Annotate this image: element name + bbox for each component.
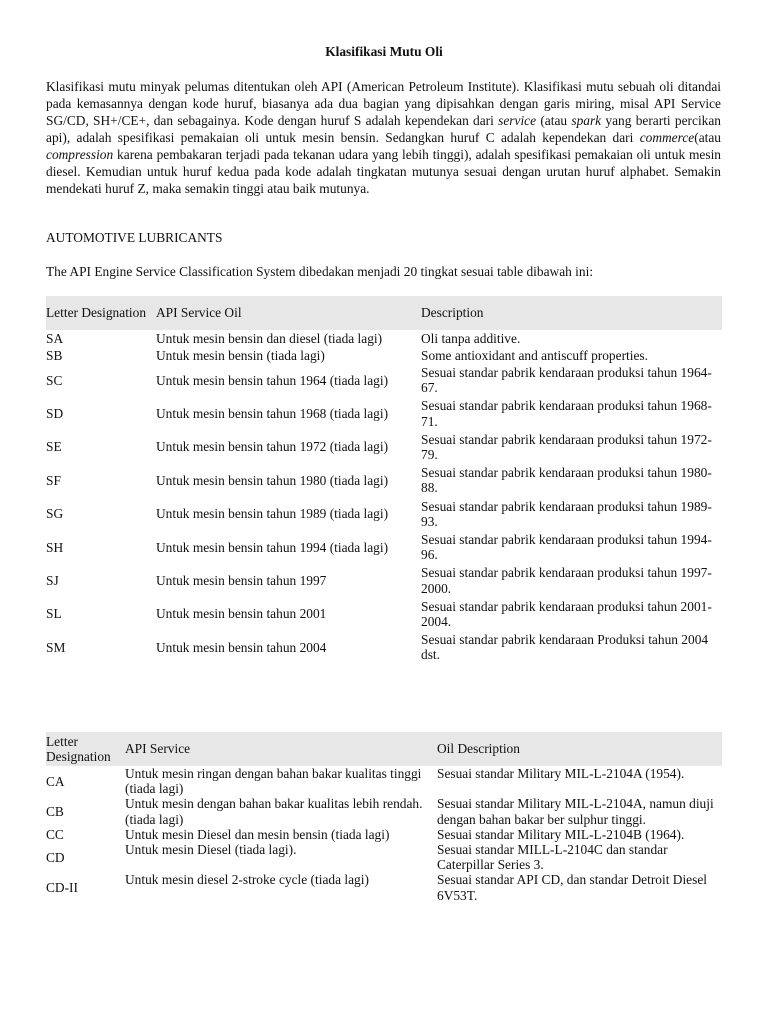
cell-description: Sesuai standar pabrik kendaraan produksi tahun 1964-67. xyxy=(421,365,712,396)
cell-description: Sesuai standar pabrik kendaraan produksi tahun 1968-71. xyxy=(421,398,712,429)
cell-service: Untuk mesin diesel 2-stroke cycle (tiada lagi) xyxy=(125,872,369,888)
table-row xyxy=(46,564,722,597)
table-row xyxy=(46,842,722,872)
header-api-service-oil: API Service Oil xyxy=(156,296,421,330)
section-heading: AUTOMOTIVE LUBRICANTS xyxy=(46,230,223,245)
table-row xyxy=(46,347,722,364)
cell-code: SG xyxy=(46,506,64,522)
cell-description: Sesuai standar pabrik kendaraan produksi tahun 1997-2000. xyxy=(421,565,712,596)
table-row xyxy=(46,364,722,397)
cell-code: CC xyxy=(46,826,64,842)
cell-code: CD xyxy=(46,849,65,865)
cell-service: Untuk mesin bensin (tiada lagi) xyxy=(156,347,325,363)
cell-code: CB xyxy=(46,804,64,819)
cell-code: SD xyxy=(46,406,64,422)
table-row xyxy=(46,796,722,826)
intro-text-4: (atau xyxy=(694,130,721,145)
intro-paragraph xyxy=(46,78,721,197)
intro-text-5: karena pembakaran terjadi pada tekanan udara yang lebih tinggi), adalah spesifikasi pemakaian oli untuk mesin diesel. Kemudian untuk huruf kedua pada kode adalah tingkatan mutunya sesuai dengan urutan huruf alphabet. Semakin mendekati huruf Z, maka semakin tinggi atau baik mutunya. xyxy=(46,147,721,196)
cell-service: Untuk mesin bensin tahun 1972 (tiada lagi) xyxy=(156,439,389,455)
header-oil-description: Oil Description xyxy=(437,732,722,766)
cell-code: SA xyxy=(46,330,64,346)
intro-text-2: (atau xyxy=(536,113,572,128)
cell-description: Sesuai standar pabrik kendaraan produksi tahun 1989-93. xyxy=(421,498,712,529)
cell-description: Some antioxidant and antiscuff properties. xyxy=(421,347,648,363)
cell-description: Oli tanpa additive. xyxy=(421,330,521,346)
diesel-oil-table xyxy=(46,732,722,903)
intro-term-compression: compression xyxy=(46,147,114,162)
intro-text-3: yang berarti percikan api), adalah spesifikasi pemakaian oli untuk mesin bensin. Sedangkan huruf C adalah kependekan dari xyxy=(46,113,721,145)
table-header-row xyxy=(46,296,722,330)
cell-code: SJ xyxy=(46,573,59,589)
table-row xyxy=(46,531,722,564)
cell-service: Untuk mesin bensin tahun 1968 (tiada lagi) xyxy=(156,406,389,422)
cell-service: Untuk mesin bensin tahun 1964 (tiada lagi) xyxy=(156,372,389,388)
cell-service: Untuk mesin bensin dan diesel (tiada lagi) xyxy=(156,330,383,346)
header-letter-designation: Letter Designation xyxy=(46,296,156,330)
cell-service: Untuk mesin dengan bahan bakar kualitas lebih rendah. (tiada lagi) xyxy=(125,796,423,827)
cell-description: Sesuai standar pabrik kendaraan produksi tahun 1980-88. xyxy=(421,465,712,496)
cell-code: SH xyxy=(46,539,64,555)
intro-term-service: service xyxy=(498,113,537,128)
cell-description: Sesuai standar API CD, dan standar Detroit Diesel 6V53T. xyxy=(437,872,707,903)
gasoline-oil-table xyxy=(46,296,722,664)
cell-code: SM xyxy=(46,639,66,655)
table-row xyxy=(46,872,722,902)
cell-code: SC xyxy=(46,372,63,388)
table-row xyxy=(46,464,722,497)
cell-description: Sesuai standar pabrik kendaraan produksi tahun 2001-2004. xyxy=(421,598,712,630)
cell-description: Sesuai standar pabrik kendaraan Produksi tahun 2004 dst. xyxy=(421,632,709,663)
cell-code: SB xyxy=(46,347,63,363)
table-row xyxy=(46,597,722,630)
cell-description: Sesuai standar MILL-L-2104C dan standar Caterpillar Series 3. xyxy=(437,842,668,873)
header-api-service: API Service xyxy=(125,732,437,766)
cell-code: SL xyxy=(46,606,62,622)
table-header-row xyxy=(46,732,722,766)
table-lead-text: The API Engine Service Classification System dibedakan menjadi 20 tingkat sesuai table dibawah ini: xyxy=(46,264,594,279)
table-row xyxy=(46,430,722,463)
cell-service: Untuk mesin bensin tahun 2001 xyxy=(156,606,327,622)
table-row xyxy=(46,497,722,530)
cell-service: Untuk mesin bensin tahun 1989 (tiada lagi) xyxy=(156,506,389,522)
intro-text-1: Klasifikasi mutu minyak pelumas ditentukan oleh API (American Petroleum Institute). Klasifikasi mutu sebuah oli ditandai pada kemasannya dengan kode huruf, biasanya ada dua bagian yang dipisahkan dengan garis miring, misal API Service SG/CD, SH+/CE+, dan sebagainya. Kode dengan huruf S adalah kependekan dari xyxy=(46,79,721,128)
cell-code: CD-II xyxy=(46,880,78,896)
cell-code: CA xyxy=(46,773,65,789)
header-description: Description xyxy=(421,296,722,330)
page-title: Klasifikasi Mutu Oli xyxy=(325,44,443,59)
cell-description: Sesuai standar Military MIL-L-2104B (1964). xyxy=(437,826,685,842)
cell-description: Sesuai standar Military MIL-L-2104A, namun diuji dengan bahan bakar ber sulphur tinggi. xyxy=(437,796,714,827)
table-row xyxy=(46,631,722,664)
cell-service: Untuk mesin bensin tahun 1980 (tiada lagi) xyxy=(156,472,389,488)
header-letter-designation: Letter Designation xyxy=(46,732,125,766)
cell-description: Sesuai standar pabrik kendaraan produksi tahun 1972-79. xyxy=(421,431,712,463)
table-row xyxy=(46,397,722,430)
table-row xyxy=(46,330,722,347)
intro-term-commerce: commerce xyxy=(639,130,695,145)
cell-service: Untuk mesin bensin tahun 1997 xyxy=(156,573,327,589)
cell-code: SF xyxy=(46,472,61,488)
table-row xyxy=(46,766,722,796)
cell-service: Untuk mesin bensin tahun 1994 (tiada lagi) xyxy=(156,539,389,555)
cell-description: Sesuai standar Military MIL-L-2104A (1954). xyxy=(437,766,685,781)
cell-service: Untuk mesin bensin tahun 2004 xyxy=(156,639,327,655)
cell-description: Sesuai standar pabrik kendaraan produksi tahun 1994-96. xyxy=(421,532,712,563)
table-row xyxy=(46,827,722,842)
cell-service: Untuk mesin ringan dengan bahan bakar kualitas tinggi (tiada lagi) xyxy=(125,766,422,797)
intro-term-spark: spark xyxy=(571,113,602,128)
cell-service: Untuk mesin Diesel dan mesin bensin (tiada lagi) xyxy=(125,826,390,842)
cell-code: SE xyxy=(46,439,62,455)
cell-service: Untuk mesin Diesel (tiada lagi). xyxy=(125,842,297,858)
